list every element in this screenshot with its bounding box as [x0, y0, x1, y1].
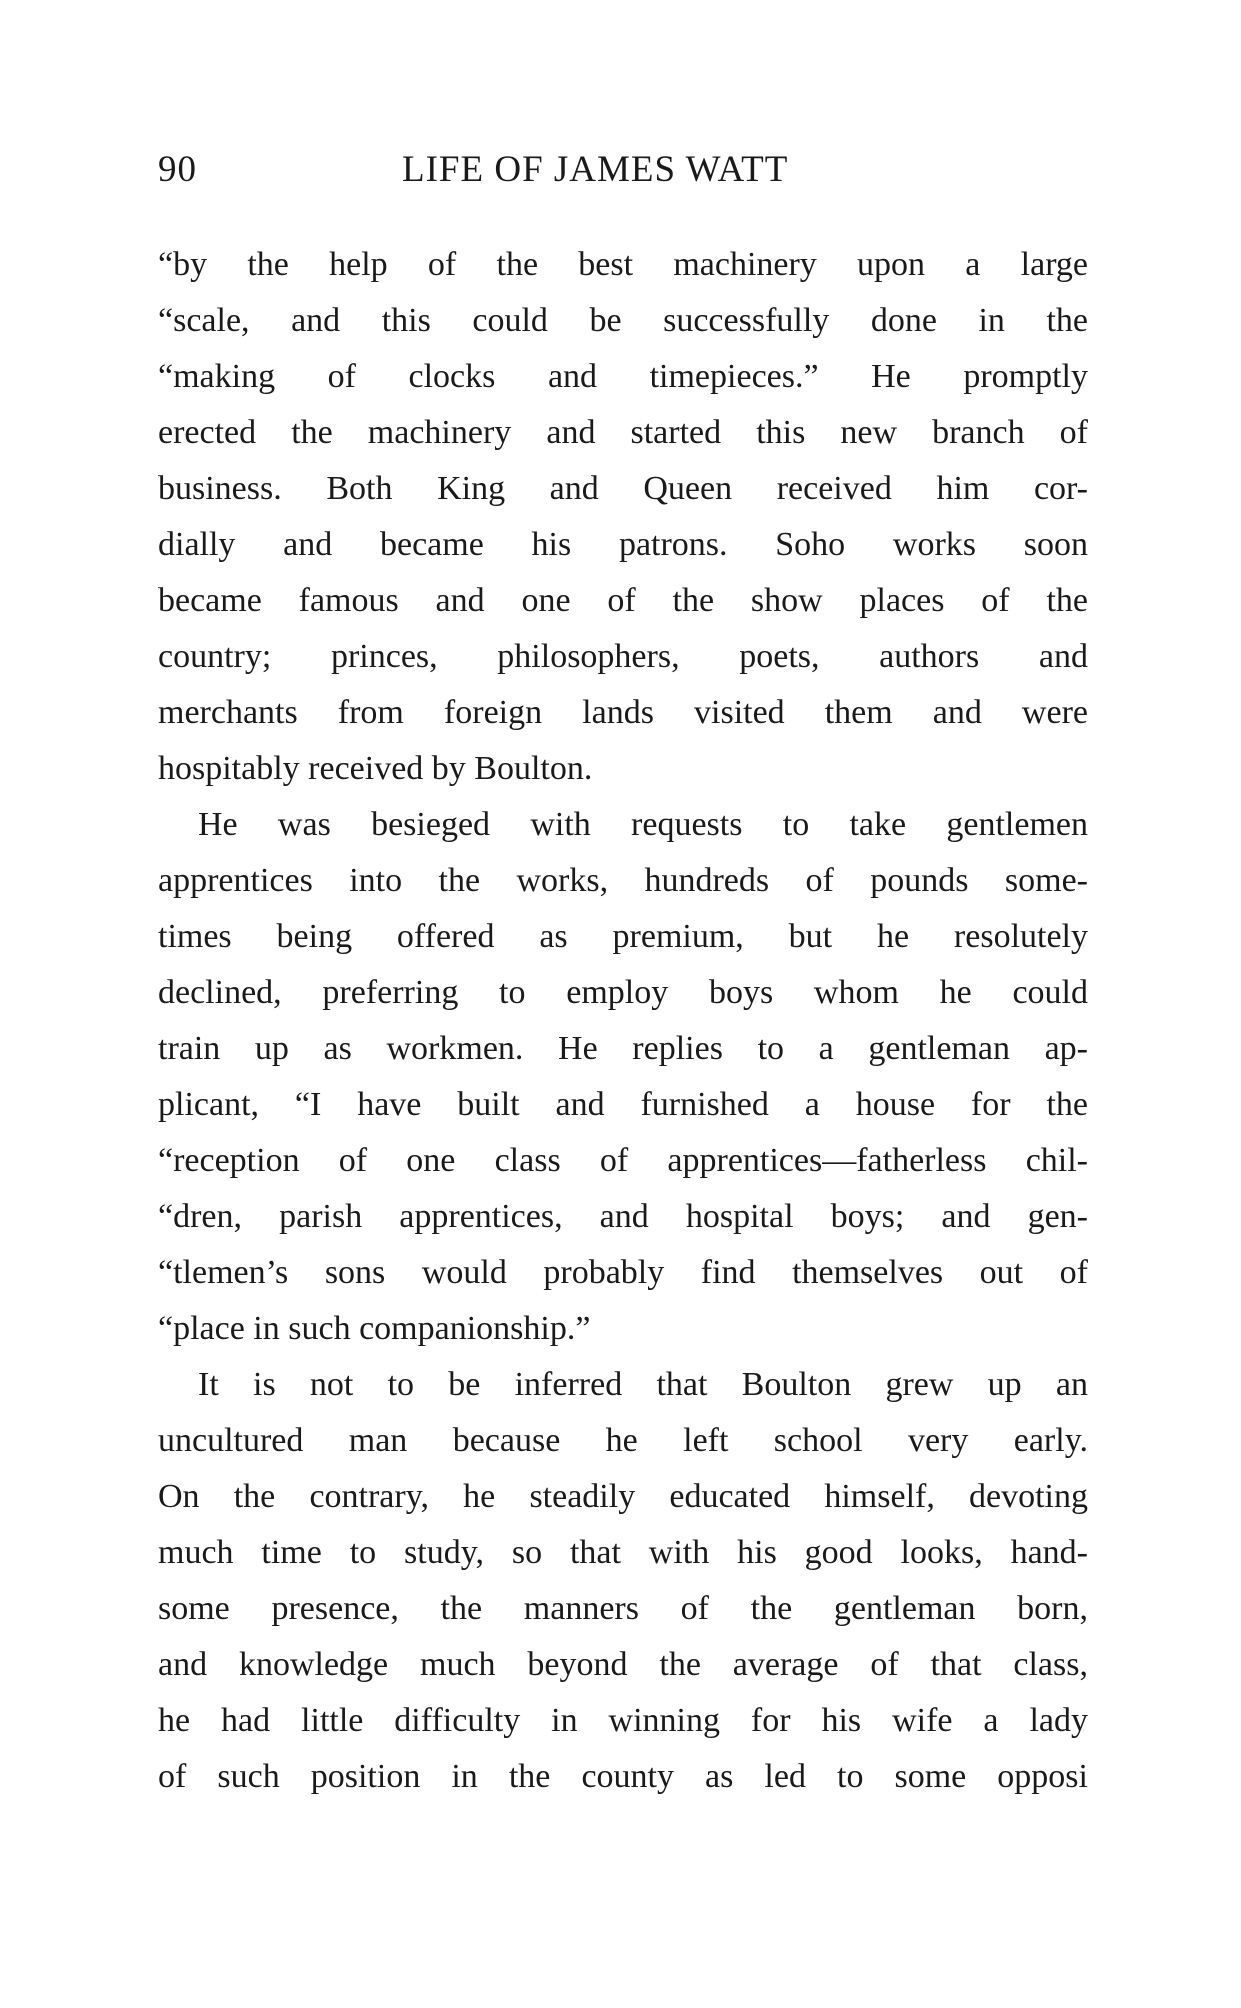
text-line: much time to study, so that with his good looks, hand-: [158, 1534, 1088, 1571]
text-line: business. Both King and Queen received him cor-: [158, 470, 1088, 507]
text-line: “place in such companionship.”: [158, 1310, 591, 1347]
text-line: train up as workmen. He replies to a gentleman ap-: [158, 1030, 1088, 1067]
text-line: of such position in the county as led to some opposi: [158, 1758, 1088, 1795]
running-title: LIFE OF JAMES WATT: [402, 149, 789, 190]
text-line: times being offered as premium, but he resolutely: [158, 918, 1088, 955]
text-line: declined, preferring to employ boys whom he could: [158, 974, 1088, 1011]
text-line: apprentices into the works, hundreds of pounds some-: [158, 862, 1088, 899]
text-line: merchants from foreign lands visited them and were: [158, 694, 1088, 731]
text-line: uncultured man because he left school very early.: [158, 1422, 1088, 1459]
text-line: “reception of one class of apprentices—fatherless chil-: [158, 1142, 1088, 1179]
page-number: 90: [158, 149, 197, 190]
text-line: On the contrary, he steadily educated himself, devoting: [158, 1478, 1088, 1515]
text-line: hospitably received by Boulton.: [158, 750, 593, 787]
text-line: “scale, and this could be successfully done in the: [158, 302, 1088, 339]
text-line: he had little difficulty in winning for his wife a lady: [158, 1702, 1088, 1739]
text-line: “making of clocks and timepieces.” He promptly: [158, 358, 1088, 395]
text-line: “tlemen’s sons would probably find themselves out of: [158, 1254, 1088, 1291]
text-line: country; princes, philosophers, poets, authors and: [158, 638, 1088, 675]
paragraph-3: [158, 1357, 1088, 1805]
text-line: He was besieged with requests to take gentlemen: [198, 806, 1088, 843]
text-line: erected the machinery and started this new branch of: [158, 414, 1088, 451]
text-line: became famous and one of the show places of the: [158, 582, 1088, 619]
text-line: It is not to be inferred that Boulton grew up an: [198, 1366, 1088, 1403]
text-line: and knowledge much beyond the average of that class,: [158, 1646, 1088, 1683]
page-header: [158, 148, 1088, 208]
text-line: some presence, the manners of the gentleman born,: [158, 1590, 1088, 1627]
paragraph-2: [158, 797, 1088, 1357]
text-line: dially and became his patrons. Soho works soon: [158, 526, 1088, 563]
paragraph-1: [158, 237, 1088, 797]
page-body: [158, 237, 1088, 1805]
text-line: “dren, parish apprentices, and hospital boys; and gen-: [158, 1198, 1088, 1235]
text-line: “by the help of the best machinery upon a large: [158, 246, 1088, 283]
text-line: plicant, “I have built and furnished a house for the: [158, 1086, 1088, 1123]
